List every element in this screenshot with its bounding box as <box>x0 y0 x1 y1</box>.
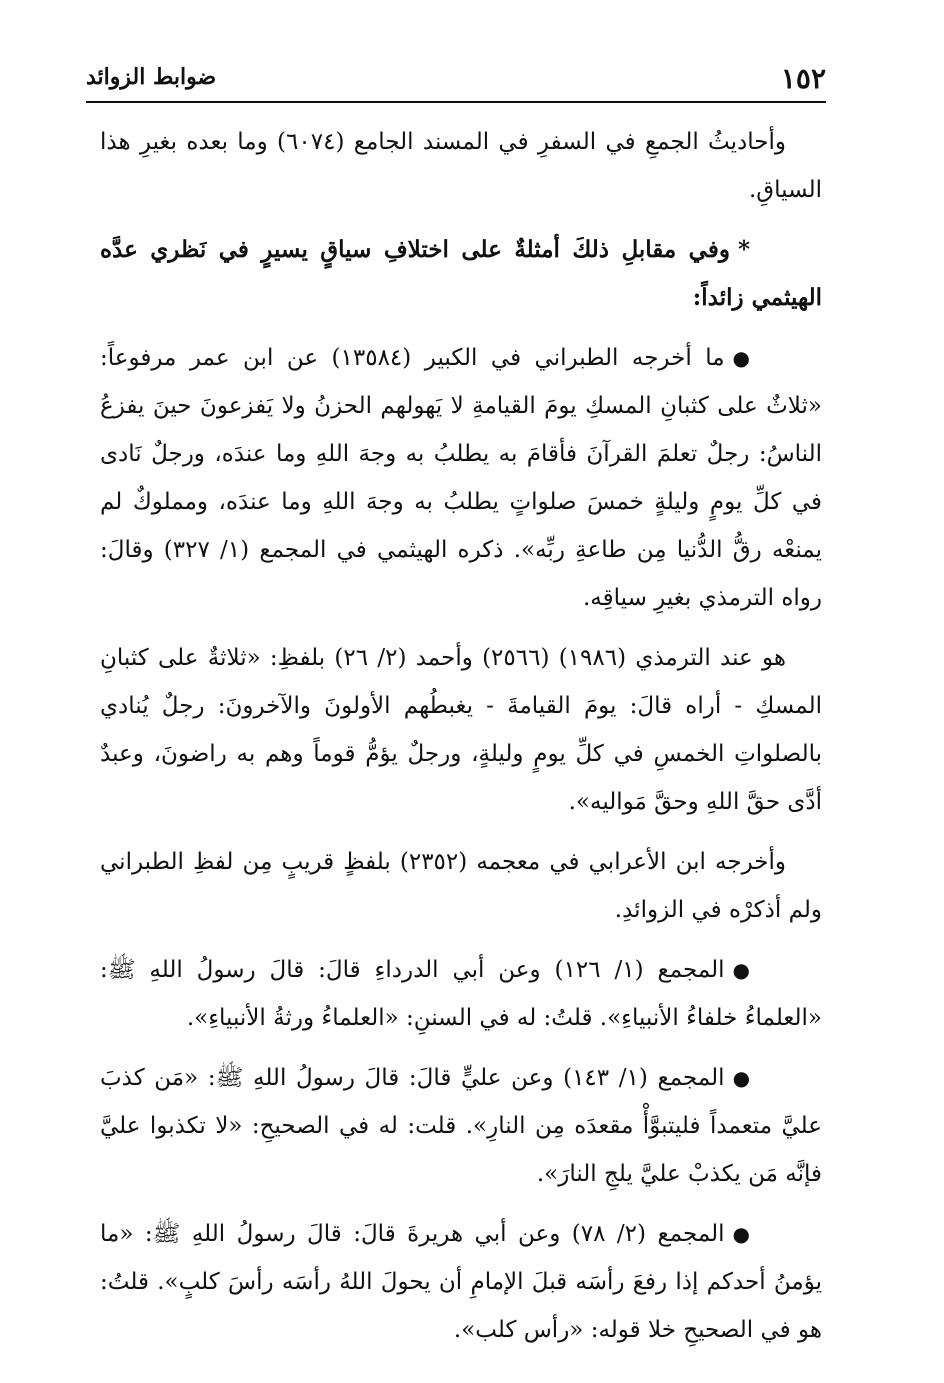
star-marker: * <box>737 236 750 263</box>
bullet-icon: ● <box>732 1222 750 1246</box>
bullet-icon: ● <box>732 958 750 982</box>
paragraph-text: المجمع (١/ ١٤٣) وعن عليٍّ قالَ: قالَ رسولُ اللهِ ﷺ: «مَن كذبَ عليَّ متعمداً فليتبوَّأْ مقعدَه مِن النارِ». قلت: له في الصحيحِ: «لا تكذبوا عليَّ فإنَّه مَن يكذبْ عليَّ يلجِ النارَ». <box>100 1065 822 1187</box>
paragraph-3 <box>100 334 822 622</box>
bullet-icon: ● <box>732 1066 751 1090</box>
paragraph-text: ما أخرجه الطبراني في الكبير (١٣٥٨٤) عن ابن عمر مرفوعاً: «ثلاثٌ على كثبانِ المسكِ يومَ القيامةِ لا يَهولهم الحزنُ ولا يَفزعونَ حينَ يفزعُ الناسُ: رجلٌ تعلمَ القرآنَ فأقامَ به يطلبُ به وجهَ اللهِ وما عندَه، ورجلٌ نَادى في كلِّ يومٍ وليلةٍ خمسَ صلواتٍ يطلبُ به وجهَ اللهِ وما عندَه، ومملوكٌ لم يمنعْه رقُّ الدُّنيا مِن طاعةِ ربِّه». ذكره الهيثمي في المجمع (١/ ٣٢٧) وقالَ: رواه الترمذي بغيرِ سياقِه. <box>100 345 823 611</box>
section-heading <box>100 226 822 322</box>
page-number: ١٥٢ <box>780 62 826 95</box>
paragraph-text: وفي مقابلِ ذلكَ أمثلةٌ على اختلافِ سياقٍ يسيرٍ في نَظري عدَّه الهيثمي زائداً: <box>100 236 822 311</box>
paragraph-8 <box>100 1210 822 1354</box>
paragraph-text: وأخرجه ابن الأعرابي في معجمه (٢٣٥٢) بلفظٍ قريبٍ مِن لفظِ الطبراني ولم أذكرْه في الزوائدِ. <box>100 849 822 923</box>
bullet-icon: ● <box>732 346 750 370</box>
paragraph-1 <box>100 118 822 214</box>
paragraph-text: هو عند الترمذي (١٩٨٦) (٢٥٦٦) وأحمد (٢/ ٢٦) بلفظِ: «ثلاثةٌ على كثبانِ المسكِ - أراه قالَ: يومَ القيامةَ - يغبطُهم الأولونَ والآخرونَ: رجلٌ يُنادي بالصلواتِ الخمسِ في كلِّ يومٍ وليلةٍ، ورجلٌ يؤمُّ قوماً وهم به راضونَ، وعبدٌ أدَّى حقَّ اللهِ وحقَّ مَواليه». <box>100 645 822 815</box>
paragraph-5 <box>100 838 822 934</box>
paragraph-text: وأحاديثُ الجمعِ في السفرِ في المسند الجامع (٦٠٧٤) وما بعده بغيرِ هذا السياقِ. <box>100 129 822 203</box>
paragraph-7 <box>100 1054 822 1198</box>
running-title: ضوابط الزوائد <box>86 64 217 90</box>
paragraph-4 <box>100 634 822 826</box>
paragraph-text: المجمع (١/ ١٢٦) وعن أبي الدرداءِ قالَ: قالَ رسولُ اللهِ ﷺ: «العلماءُ خلفاءُ الأنبياءِ». قلتُ: له في السننِ: «العلماءُ ورثةُ الأنبياءِ». <box>100 957 822 1031</box>
page-header <box>86 58 826 98</box>
paragraph-text: المجمع (٢/ ٧٨) وعن أبي هريرةَ قالَ: قالَ رسولُ اللهِ ﷺ: «ما يؤمنُ أحدكم إذا رفعَ رأسَه قبلَ الإمامِ أن يحولَ اللهُ رأسَه رأسَ كلبٍ». قلتُ: هو في الصحيحِ خلا قوله: «رأس كلب». <box>100 1221 822 1343</box>
paragraph-6 <box>100 946 822 1042</box>
header-divider <box>86 101 826 103</box>
page-body <box>100 118 822 1366</box>
